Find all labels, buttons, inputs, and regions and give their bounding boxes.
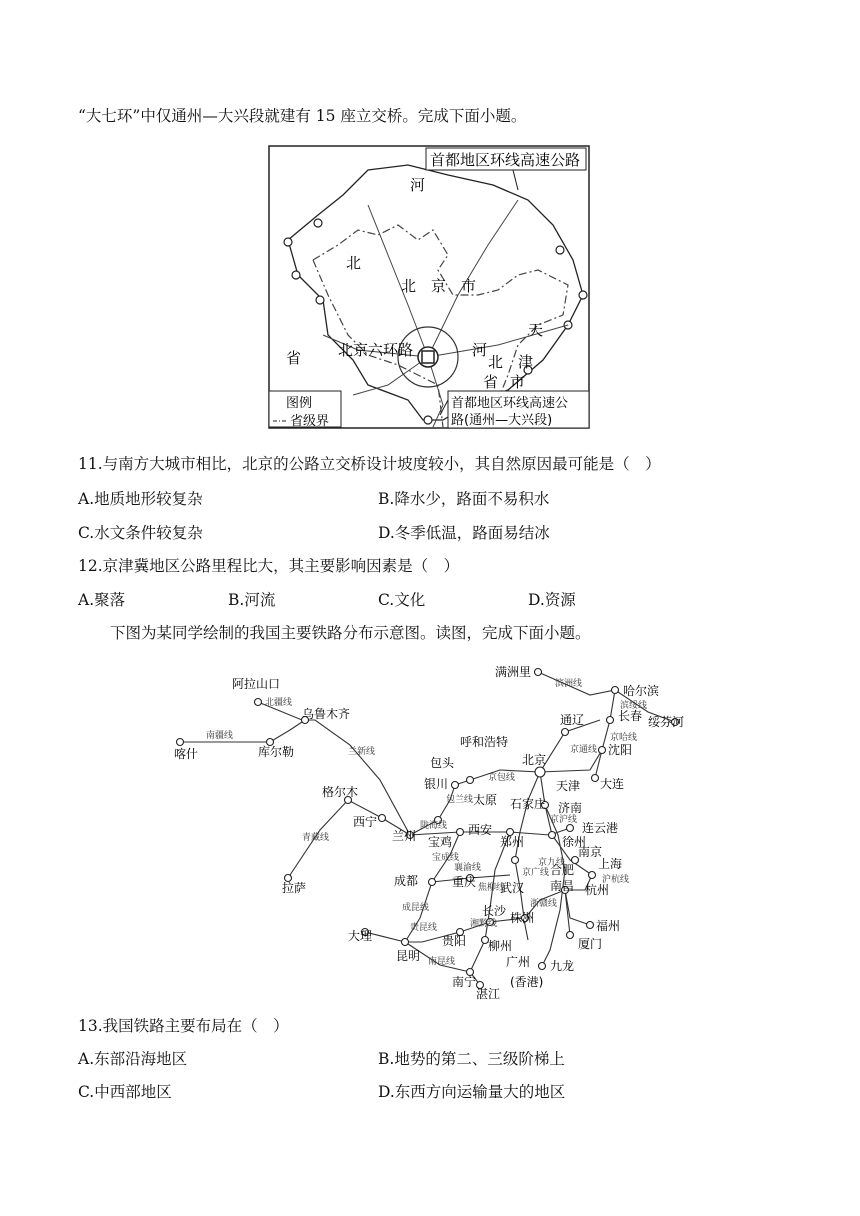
q12-option-a[interactable]: A.聚落 — [78, 591, 126, 609]
city-jinan: 济南 — [558, 801, 583, 815]
q13-option-c[interactable]: C.中西部地区 — [78, 1083, 172, 1101]
q13-option-a[interactable]: A.东部沿海地区 — [78, 1050, 188, 1068]
city-xuzhou: 徐州 — [562, 835, 587, 849]
line-binsui: 滨绥线 — [620, 701, 648, 711]
line-lanxin: 兰新线 — [348, 747, 376, 757]
city-dali: 大理 — [348, 929, 373, 943]
city-haerbin: 哈尔滨 — [623, 684, 660, 698]
city-dalian: 大连 — [600, 777, 625, 791]
q12-option-d[interactable]: D.资源 — [528, 591, 576, 609]
line-jingha: 京哈线 — [610, 733, 638, 743]
line-nanjiang: 南疆线 — [206, 731, 234, 741]
city-chengdu: 成都 — [394, 874, 419, 888]
label-hebei-bei: 北 — [488, 353, 504, 371]
city-lianyungang: 连云港 — [582, 821, 619, 835]
city-shenyang: 沈阳 — [608, 743, 633, 757]
line-baocheng: 宝成线 — [432, 853, 460, 863]
city-wulumuqi: 乌鲁木齐 — [302, 707, 351, 721]
city-kunming: 昆明 — [396, 949, 421, 963]
city-geermu: 格尔木 — [322, 785, 359, 799]
city-zhengzhou: 郑州 — [500, 835, 525, 849]
line-jingtong: 京通线 — [570, 745, 598, 755]
label-he: 河 — [410, 176, 426, 194]
label-shi: 市 — [510, 373, 526, 391]
q11-option-c[interactable]: C.水文条件较复杂 — [78, 524, 203, 542]
city-xianggang: (香港) — [510, 975, 544, 989]
city-shijiazhuang: 石家庄 — [510, 797, 547, 811]
line-longhai: 陇海线 — [420, 821, 448, 831]
callout-bottom-1: 首都地区环线高速公 — [451, 396, 569, 411]
line-jiaoliu: 焦柳线 — [478, 883, 506, 893]
city-alashankou: 阿拉山口 — [232, 677, 281, 691]
q12-option-c[interactable]: C.文化 — [378, 591, 426, 609]
city-jiulong: 九龙 — [550, 959, 575, 973]
city-tongliao: 通辽 — [560, 713, 585, 727]
city-huhehaote: 呼和浩特 — [460, 735, 509, 749]
city-guangzhou: 广州 — [506, 955, 531, 969]
q11-option-a[interactable]: A.地质地形较复杂 — [78, 490, 203, 508]
intro-text: “大七环”中仅通州—大兴段就建有 15 座立交桥。完成下面小题。 — [78, 107, 527, 125]
city-guiyang: 贵阳 — [442, 934, 467, 948]
city-xiamen: 厦门 — [578, 937, 603, 951]
city-taiyuan: 太原 — [473, 793, 498, 807]
line-binzhou: 滨洲线 — [555, 679, 583, 689]
q12-stem: 12.京津冀地区公路里程比大，其主要影响因素是（ ） — [78, 557, 460, 575]
city-changchun: 长春 — [618, 709, 643, 723]
city-hefei: 合肥 — [550, 863, 575, 877]
line-huhang: 沪杭线 — [602, 875, 630, 885]
label-sheng: 省 — [286, 349, 302, 367]
city-nanchang: 南昌 — [550, 879, 575, 893]
line-jingbao: 京包线 — [488, 773, 516, 783]
city-baoji: 宝鸡 — [428, 835, 453, 849]
q13-option-d[interactable]: D.东西方向运输量大的地区 — [378, 1083, 566, 1101]
q13-option-b[interactable]: B.地势的第二、三级阶梯上 — [378, 1050, 565, 1068]
q13-stem: 13.我国铁路主要布局在（ ） — [78, 1017, 289, 1035]
legend-item: 省级界 — [290, 414, 330, 429]
intro2-text: 下图为某同学绘制的我国主要铁路分布示意图。读图，完成下面小题。 — [110, 624, 591, 642]
city-zhanjiang: 湛江 — [476, 987, 501, 1000]
city-wuhan: 武汉 — [500, 881, 525, 895]
capital-ring-map — [268, 145, 590, 429]
label-beijing-shi: 北 京 市 — [401, 277, 477, 295]
line-qingzang: 青藏线 — [302, 833, 330, 843]
city-xian: 西安 — [468, 823, 493, 837]
label-hebei-sheng: 省 — [483, 373, 499, 391]
line-jiangxiang: 襄渝线 — [454, 863, 482, 873]
city-nanning: 南宁 — [452, 975, 477, 989]
label-bei: 北 — [346, 254, 362, 272]
city-lanzhou: 兰州 — [392, 829, 417, 843]
city-tianjin: 天津 — [556, 779, 581, 793]
city-liuzhou: 柳州 — [488, 939, 513, 953]
city-nanjing: 南京 — [578, 845, 603, 859]
line-jingjiu: 京九线 — [538, 858, 566, 868]
line-zhegan: 浙赣线 — [530, 899, 558, 909]
line-jingguang: 京广线 — [522, 868, 550, 878]
line-jinghu: 京沪线 — [550, 815, 578, 825]
line-guikun: 贵昆线 — [410, 923, 438, 933]
city-yinchuan: 银川 — [424, 777, 449, 791]
city-fuzhou: 福州 — [596, 919, 621, 933]
label-jin: 津 — [518, 353, 534, 371]
city-kashi: 喀什 — [174, 747, 199, 761]
city-shanghai: 上海 — [598, 857, 623, 871]
q11-option-b[interactable]: B.降水少，路面不易积水 — [378, 490, 550, 508]
label-tian: 天 — [528, 321, 544, 339]
city-xining: 西宁 — [353, 815, 378, 829]
line-beijiang: 北疆线 — [265, 698, 293, 708]
city-changsha: 长沙 — [482, 904, 507, 918]
line-chengkun: 成昆线 — [402, 903, 430, 913]
label-liuhuan: 北京六环路 — [338, 341, 414, 359]
city-suifenhe: 绥芬河 — [648, 715, 685, 729]
label-hebei-he: 河 — [472, 341, 488, 359]
city-manzhouli: 满洲里 — [495, 665, 532, 679]
city-chongqing: 重庆 — [452, 875, 477, 889]
line-nankun: 南昆线 — [428, 957, 456, 967]
q11-option-d[interactable]: D.冬季低温，路面易结冰 — [378, 524, 550, 542]
q11-stem: 11.与南方大城市相比，北京的公路立交桥设计坡度较小，其自然原因最可能是（ ） — [78, 455, 661, 473]
city-baotou: 包头 — [430, 756, 455, 770]
callout-bottom-2: 路(通州—大兴段) — [451, 413, 553, 428]
city-kuerle: 库尔勒 — [258, 745, 295, 759]
callout-top: 首都地区环线高速公路 — [430, 151, 581, 169]
line-baolan: 包兰线 — [446, 795, 474, 805]
city-hangzhou: 杭州 — [585, 883, 610, 897]
city-lasa: 拉萨 — [282, 881, 307, 895]
legend-title: 图例 — [286, 396, 313, 411]
railway-map — [170, 660, 710, 1000]
city-beijing: 北京 — [522, 753, 547, 767]
line-xiangqian: 湘黔线 — [470, 919, 498, 929]
q12-option-b[interactable]: B.河流 — [228, 591, 276, 609]
city-zhuzhou: 株洲 — [510, 911, 535, 925]
